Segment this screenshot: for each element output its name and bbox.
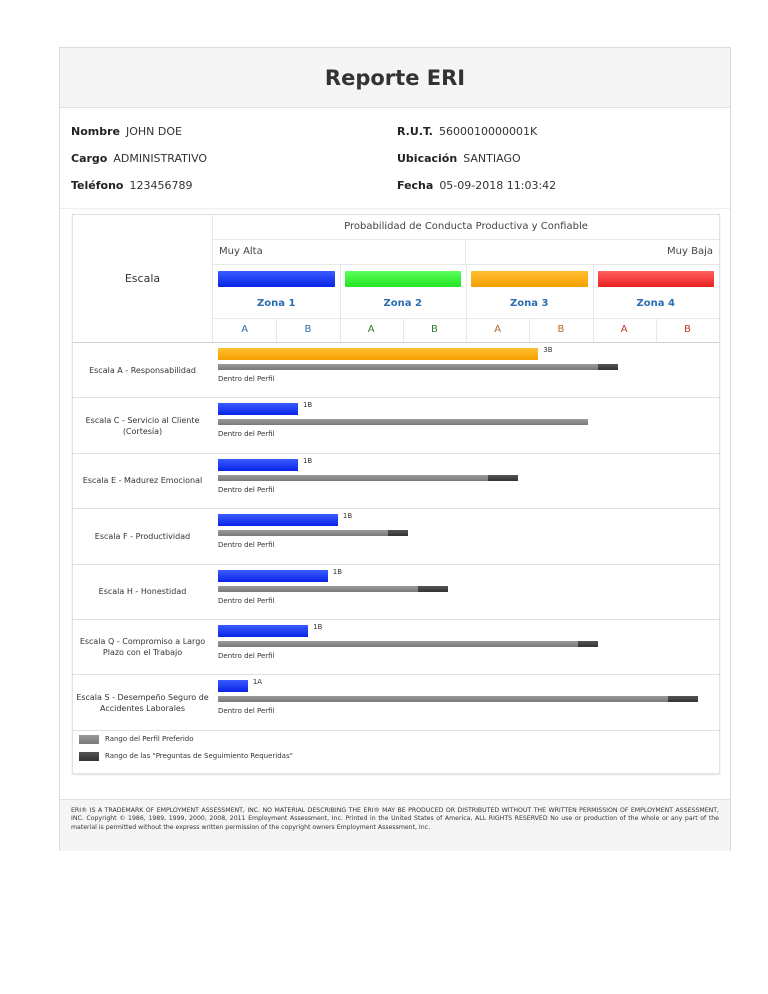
scale-name: Escala E - Madurez Emocional — [82, 476, 203, 486]
followup-range-bar — [488, 475, 518, 481]
profile-status: Dentro del Perfil — [218, 375, 275, 383]
fecha-label: Fecha — [397, 179, 434, 192]
scale-name: Escala S - Desempeño Seguro de Accidentes Laborales — [76, 692, 209, 713]
zone-2-label: Zona 2 — [383, 298, 422, 309]
profile-status: Dentro del Perfil — [218, 652, 275, 660]
ubicacion-label: Ubicación — [397, 152, 458, 165]
subzone-divider — [403, 318, 404, 342]
scale-name: Escala H - Honestidad — [98, 587, 187, 597]
followup-range-bar — [578, 641, 598, 647]
subzone-5-label: A — [494, 324, 502, 335]
followup-range-bar — [418, 586, 448, 592]
rut-label: R.U.T. — [397, 125, 433, 138]
preferred-range-bar — [218, 696, 668, 702]
preferred-range-bar — [218, 419, 588, 425]
preferred-range-legend: Rango del Perfil Preferido — [105, 735, 194, 743]
followup-range-swatch — [79, 752, 99, 761]
subzone-divider — [656, 318, 657, 342]
scale-name: Escala F - Productividad — [94, 531, 191, 541]
profile-status: Dentro del Perfil — [218, 596, 275, 605]
rut-field — [397, 125, 537, 138]
subzone-divider — [276, 318, 277, 342]
score-bar — [218, 680, 248, 692]
cargo-label: Cargo — [71, 152, 108, 165]
preferred-range-bar — [218, 586, 418, 592]
copyright-footer — [60, 799, 730, 851]
nombre-value: JOHN DOE — [125, 125, 182, 138]
profile-status: Dentro del Perfil — [218, 485, 275, 494]
score-bar — [218, 403, 298, 415]
zone-2-color-bar — [345, 271, 462, 287]
report-header — [60, 48, 730, 108]
score-bar — [218, 348, 538, 360]
subzone-divider — [340, 318, 341, 342]
escala-header: Escala — [73, 215, 213, 342]
row-divider — [73, 730, 719, 731]
nombre-label: Nombre — [71, 125, 120, 138]
profile-status: Dentro del Perfil — [218, 541, 275, 550]
score-bar — [218, 625, 308, 637]
zone-divider — [340, 264, 341, 318]
telefono-value: 123456789 — [129, 179, 193, 192]
score-label: 1B — [302, 456, 313, 465]
scale-name: Escala A - Responsabilidad — [89, 365, 196, 375]
probability-header: Probabilidad de Conducta Productiva y Confiable — [344, 221, 588, 232]
followup-range-bar — [668, 696, 698, 702]
preferred-range-bar — [218, 641, 578, 647]
report-card — [59, 47, 731, 851]
score-label: 3B — [543, 346, 553, 354]
subzone-divider — [529, 318, 530, 342]
ubicacion-field — [397, 152, 521, 165]
zone-divider — [466, 264, 467, 318]
preferred-range-swatch — [79, 735, 99, 744]
score-label: 1A — [252, 678, 263, 687]
rut-value: 5600010000001K — [438, 125, 538, 138]
cargo-field — [71, 152, 207, 165]
scale-name: Escala C - Servicio al Cliente (Cortesía) — [85, 415, 200, 436]
score-bar — [218, 514, 338, 526]
zone-3-label: Zona 3 — [510, 298, 549, 309]
candidate-info — [60, 108, 730, 209]
subzone-1-label: A — [241, 324, 249, 335]
subzone-4-label: B — [430, 324, 438, 335]
followup-range-bar — [598, 364, 618, 370]
subzone-divider — [466, 318, 467, 342]
preferred-range-bar — [218, 364, 598, 370]
subzone-divider — [593, 318, 594, 342]
scale-divider — [465, 239, 466, 264]
copyright-text: ERI® IS A TRADEMARK OF EMPLOYMENT ASSESSMENT, INC. NO MATERIAL DESCRIBING THE ERI® MAY BE PRODUCED OR DISTRIBUTED WITHOUT THE WRITTEN PERMISSION OF EMPLOYMENT ASSESSMENT, INC. Copyright © 1986, 1989, 1999, 2000, 2008, 2011 Employment Assessment, Inc. Printed in the United States of America, ALL RIGHTS RESERVED No use or production of the whole or any part of the material is permitted without the express written permission of the copyright owners Employment Assessment, Inc. — [71, 807, 719, 831]
subzone-6-label: B — [557, 324, 565, 335]
scale-name: Escala Q - Compromiso a Largo Plazo con el Trabajo — [79, 637, 206, 658]
subzone-3-label: A — [367, 324, 375, 335]
zone-3-color-bar — [471, 271, 588, 287]
ubicacion-value: SANTIAGO — [463, 152, 521, 165]
cargo-value: ADMINISTRATIVO — [113, 152, 208, 165]
muy-baja-label: Muy Baja — [667, 246, 713, 257]
preferred-range-bar — [218, 530, 388, 536]
score-bar — [218, 459, 298, 471]
fecha-value: 05-09-2018 11:03:42 — [439, 179, 557, 192]
followup-range-legend: Rango de las "Preguntas de Seguimiento Requeridas" — [105, 752, 293, 760]
nombre-field — [71, 125, 182, 138]
zone-1-label: Zona 1 — [257, 298, 296, 309]
eri-table — [72, 214, 720, 774]
score-label: 1B — [342, 512, 353, 521]
preferred-range-bar — [218, 475, 488, 481]
score-bar — [218, 570, 328, 582]
subzone-7-label: A — [620, 324, 628, 335]
page-title: Reporte ERI — [324, 65, 466, 90]
zone-4-label: Zona 4 — [636, 298, 675, 309]
profile-status: Dentro del Perfil — [218, 707, 275, 716]
score-label: 1B — [313, 623, 323, 631]
zone-4-color-bar — [598, 271, 715, 287]
followup-range-bar — [388, 530, 408, 536]
subzone-8-label: B — [683, 324, 691, 335]
header-divider — [213, 239, 719, 240]
score-label: 1B — [332, 567, 343, 576]
score-label: 1B — [302, 401, 313, 410]
muy-alta-label: Muy Alta — [219, 246, 263, 257]
telefono-field — [71, 179, 192, 192]
subzone-2-label: B — [304, 324, 312, 335]
telefono-label: Teléfono — [71, 179, 124, 192]
profile-status: Dentro del Perfil — [218, 430, 275, 439]
zone-1-color-bar — [218, 271, 335, 287]
fecha-field — [397, 179, 556, 192]
zone-divider — [593, 264, 594, 318]
